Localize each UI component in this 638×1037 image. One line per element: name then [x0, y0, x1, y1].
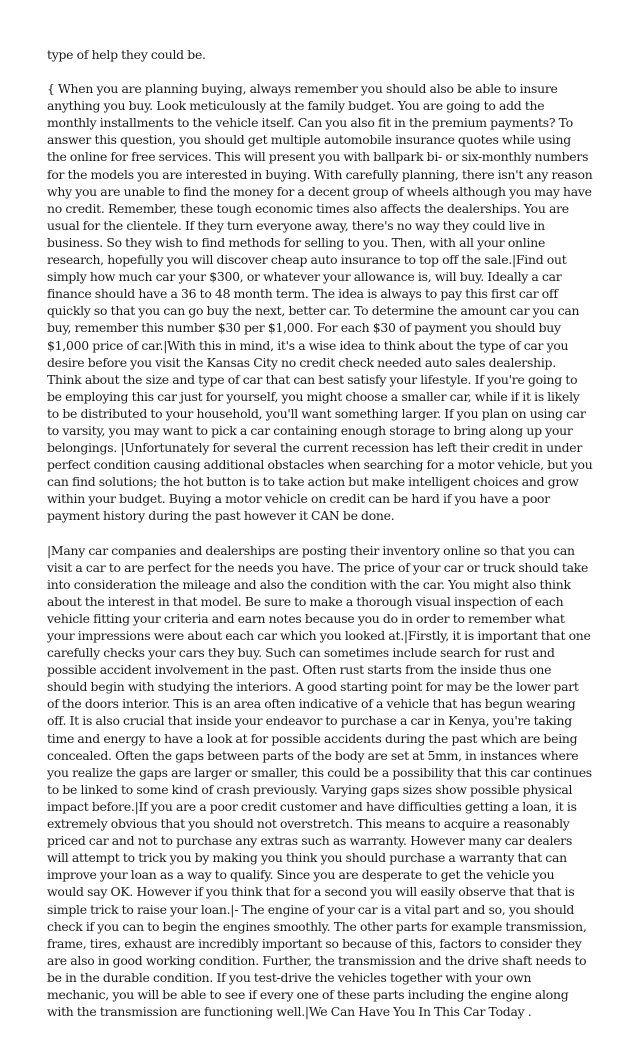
paragraph-continuation: type of help they could be. [47, 47, 206, 62]
document-body [47, 46, 593, 1037]
paragraph-inventory-inspection: |Many car companies and dealerships are posting their inventory online so that you can visit a car to are perfect for the needs you have. The price of your car or truck should take into consideration the mileage and also the condition with the car. You might also think about the interest in that model. Be sure to make a thorough visual inspection of each vehicle fitting your criteria and earn notes because you do in order to remember what your impressions were about each car which you looked at.|Firstly, it is important that one carefully checks your cars they buy. Such can sometimes include search for rust and possible accident involvement in the past. Often rust starts from the inside thus one should begin with studying the interiors. A good starting point for may be the lower part of the doors interior. This is an area often indicative of a vehicle that has begun wearing off. It is also crucial that inside your endeavor to purchase a car in Kenya, you're taking time and energy to have a look at for possible accidents during the past which are being concealed. Often the gaps between parts of the body are set at 5mm, in instances where you realize the gaps are larger or smaller, this could be a possibility that this car continues to be linked to some kind of crash previously. Varying gaps sizes show possible physical impact before.|If you are a poor credit customer and have difficulties getting a loan, it is extremely obvious that you should not overstretch. This means to acquire a reasonably priced car and not to purchase any extras such as warranty. However many car dealers will attempt to trick you by making you think you should purchase a warranty that can improve your loan as a way to qualify. Since you are desperate to get the vehicle you would say OK. However if you think that for a second you will easily observe that that is simple trick to raise your loan.|- The engine of your car is a vital part and so, you should check if you can to begin the engines smoothly. The other parts for example transmission, frame, tires, exhaust are incredibly important so because of this, factors to consider they are also in good working condition. Further, the transmission and the drive shaft needs to be in the durable condition. If you test-drive the vehicles together with your own mechanic, you will be able to see if every one of these parts including the engine along with the transmission are functioning well.|We Can Have You In This Car Today . [47, 542, 592, 1020]
paragraph-insurance-budget: { When you are planning buying, always remember you should also be able to insure anything you buy. Look meticulously at the family budget. You are going to add the monthly installments to the vehicle itself. Can you also fit in the premium payments? To answer this question, you should get multiple automobile insurance quotes while using the online for free services. This will present you with ballpark bi- or six-monthly numbers for the models you are interested in buying. With carefully planning, there isn't any reason why you are unable to find the money for a decent group of wheels although you may have no credit. Remember, these tough economic times also affects the dealerships. You are usual for the clientele. If they turn everyone away, there's no way they could live in business. So they wish to find methods for selling to you. Then, with all your online research, hopefully you will discover cheap auto insurance to top off the sale.|Find out simply how much car your $300, or whatever your allowance is, will buy. Ideally a car finance should have a 36 to 48 month term. The idea is always to pay this first car off quickly so that you can go buy the next, better car. To determine the amount car you can buy, remember this number $30 per $1,000. For each $30 of payment you should buy $1,000 price of car.|With this in mind, it's a wise idea to think about the type of car you desire before you visit the Kansas City no credit check needed auto sales dealership. Think about the size and type of car that can best satisfy your lifestyle. If you're going to be employing this car just for yourself, you might choose a smaller car, while if it is likely to be distributed to your household, you'll want something larger. If you plan on using car to varsity, you may want to pick a car containing enough storage to bring along up your belongings. |Unfortunately for several the current recession has left their credit in under perfect condition causing additional obstacles when searching for a motor vehicle, but you can find solutions; the hot button is to take action but make intelligent choices and grow within your budget. Buying a motor vehicle on credit can be hard if you have a poor payment history during the past however it CAN be done. [47, 81, 593, 524]
